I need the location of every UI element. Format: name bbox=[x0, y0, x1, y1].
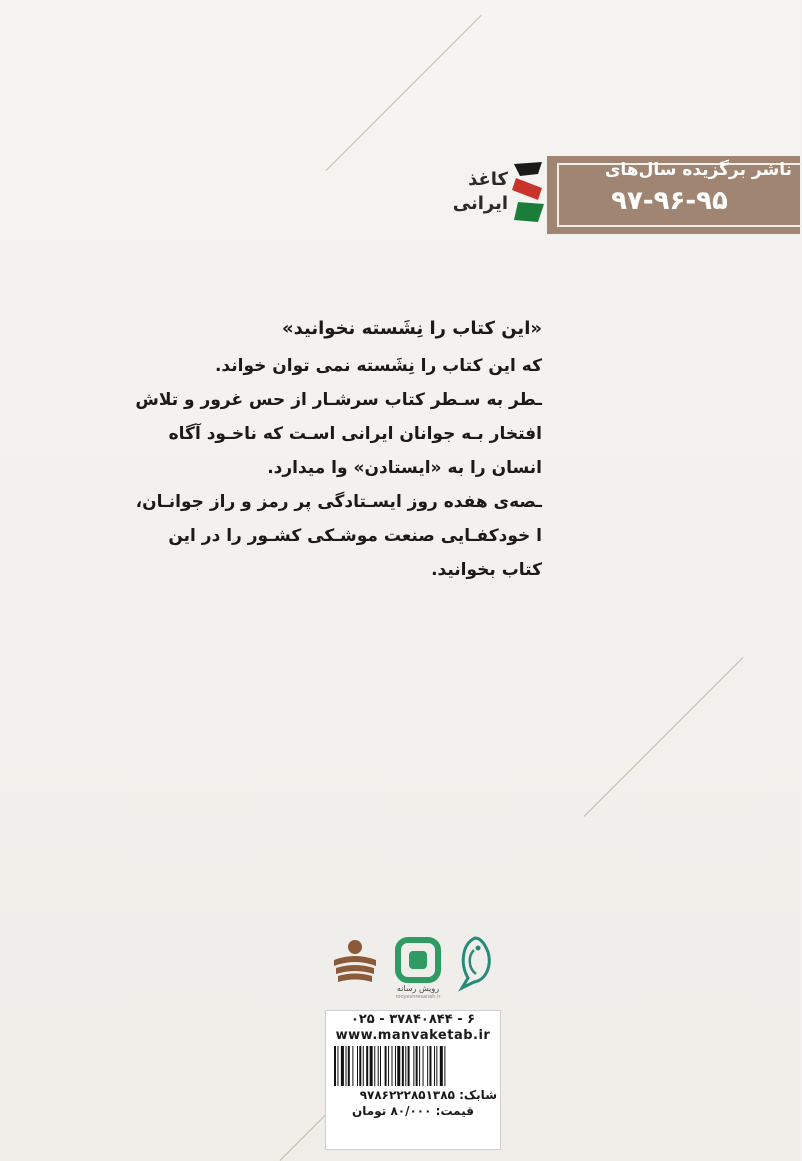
barcode-bar bbox=[427, 1046, 428, 1086]
logo-word-kaghaz: کاغذ bbox=[468, 169, 508, 190]
blurb-line: انسان را به «ایستادن» وا میدارد. bbox=[267, 458, 542, 478]
barcode-bar bbox=[352, 1046, 353, 1086]
barcode-bar bbox=[429, 1046, 431, 1086]
blurb-line: ا خودکفـایی صنعت موشـکی کشـور را در این bbox=[168, 526, 542, 546]
award-title: ناشر برگزیده سال‌های bbox=[604, 160, 792, 180]
barcode-bar bbox=[348, 1046, 350, 1086]
blurb-line: ـصه‌ی هفده روز ایسـتادگی پر رمز و راز جوانـان، bbox=[135, 492, 542, 512]
kaghaz-irani-logo-text bbox=[418, 168, 508, 216]
barcode-bar bbox=[346, 1046, 347, 1086]
kaghaz-irani-logo-icon bbox=[508, 160, 548, 226]
isbn-line bbox=[329, 1088, 497, 1102]
barcode-bar bbox=[357, 1046, 358, 1086]
barcode-bar bbox=[413, 1046, 414, 1086]
rooyesh-resaneh-sub: rooyeshresaneh.ir bbox=[395, 994, 441, 1000]
barcode-bar bbox=[416, 1046, 418, 1086]
barcode-bar bbox=[385, 1046, 387, 1086]
barcode-bar bbox=[397, 1046, 400, 1086]
blurb-line: افتخار بـه جوانان ایرانی اسـت که ناخـود آگاه bbox=[168, 424, 542, 444]
logo-word-irani: ایرانی bbox=[452, 193, 508, 214]
barcode-bar bbox=[359, 1046, 361, 1086]
barcode-bar bbox=[405, 1046, 406, 1086]
decorative-line-middle bbox=[584, 657, 744, 817]
barcode-bar bbox=[341, 1046, 344, 1086]
barcode-bar bbox=[380, 1046, 381, 1086]
website-url: www.manvaketab.ir bbox=[335, 1028, 491, 1043]
award-years: ۹۷-۹۶-۹۵ bbox=[611, 186, 728, 216]
barcode-bar bbox=[370, 1046, 373, 1086]
award-banner bbox=[547, 156, 800, 234]
barcode-bar bbox=[363, 1046, 364, 1086]
isbn-label: شابک: bbox=[459, 1088, 497, 1102]
blurb-title: «این کتاب را نِشَسته نخوانید» bbox=[282, 318, 542, 339]
price-value: ۸۰/۰۰۰ تومان bbox=[352, 1104, 432, 1118]
bird-emblem-logo-icon bbox=[454, 934, 496, 990]
barcode-bar bbox=[378, 1046, 379, 1086]
blurb-line: که این کتاب را نِشَسته نمی توان خواند. bbox=[214, 356, 542, 376]
price-label: قیمت: bbox=[435, 1104, 474, 1118]
barcode-bar bbox=[337, 1046, 338, 1086]
barcode-bar bbox=[419, 1046, 420, 1086]
open-book-reader-logo-icon bbox=[330, 936, 380, 988]
barcode-bar bbox=[395, 1046, 396, 1086]
barcode-bar bbox=[374, 1046, 375, 1086]
barcode-bar bbox=[402, 1046, 404, 1086]
barcode-bar bbox=[366, 1046, 368, 1086]
blurb-line: ـطر به سـطر کتاب سرشـار از حس غرور و تلاش bbox=[135, 390, 542, 410]
decorative-line-top bbox=[326, 15, 482, 171]
barcode-bar bbox=[392, 1046, 393, 1086]
barcode-bar bbox=[434, 1046, 435, 1086]
blurb-line: کتاب بخوانید. bbox=[431, 560, 542, 580]
isbn-number: ۹۷۸۶۲۲۲۸۵۱۳۸۵ bbox=[359, 1088, 455, 1102]
price-line bbox=[329, 1104, 497, 1118]
barcode-bar bbox=[440, 1046, 443, 1086]
barcode-bar bbox=[408, 1046, 410, 1086]
rooyesh-resaneh-logo-icon bbox=[392, 938, 444, 988]
isbn-barcode bbox=[332, 1046, 496, 1086]
barcode-bar bbox=[423, 1046, 424, 1086]
phone-number: ۰۲۵ - ۳۷۸۴۰۸۴۴ - ۶ bbox=[350, 1012, 476, 1027]
barcode-bar bbox=[436, 1046, 437, 1086]
barcode-bar bbox=[388, 1046, 389, 1086]
barcode-bar bbox=[444, 1046, 445, 1086]
barcode-bar bbox=[334, 1046, 336, 1086]
rooyesh-resaneh-caption: رویش رسانه bbox=[396, 984, 440, 993]
